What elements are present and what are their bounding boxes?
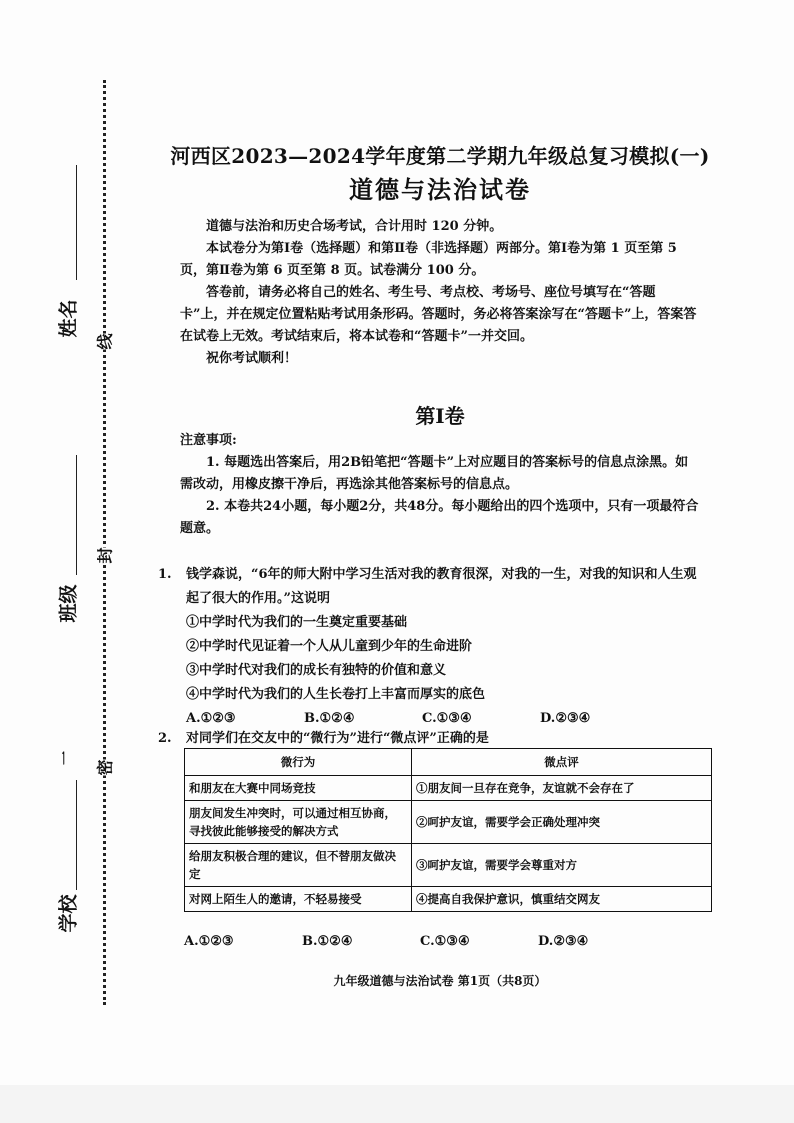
table-header: 微点评 [412, 749, 712, 776]
note-item: 1. 每题选出答案后，用2B铅笔把“答题卡”上对应题目的答案标号的信息点涂黑。如需改动，用橡皮擦干净后，再选涂其他答案标号的信息点。 [180, 455, 689, 492]
table-cell: ④提高自我保护意识，慎重结交网友 [412, 887, 712, 912]
table-row [185, 844, 712, 887]
question-stem: 钱学森说，“6年的师大附中学习生活对我的教育很深，对我的一生，对我的知识和人生观起了很大的作用。”这说明 [186, 567, 697, 606]
intro-paragraph: 本试卷分为第Ⅰ卷（选择题）和第Ⅱ卷（非选择题）两部分。第Ⅰ卷为第 1 页至第 5 页，第Ⅱ卷为第 6 页至第 8 页。试卷满分 100 分。 [180, 241, 677, 278]
table-cell: 朋友间发生冲突时，可以通过相互协商，寻找彼此能够接受的解决方式 [185, 801, 412, 844]
answer-options [184, 934, 656, 949]
class-dash: 一 [58, 751, 74, 765]
table-header-row [185, 749, 712, 776]
page-footer: 九年级道德与法治试卷 第1页（共8页） [333, 974, 547, 988]
intro-paragraph: 道德与法治和历史合场考试，合计用时 120 分钟。 [206, 219, 503, 234]
table-cell: 给朋友积极合理的建议，但不替朋友做决定 [185, 844, 412, 887]
intro-section [180, 216, 700, 370]
class-line [76, 455, 77, 575]
notes-section [180, 430, 700, 540]
statement-item: ①中学时代为我们的一生奠定重要基础 [186, 615, 408, 630]
intro-paragraph: 祝你考试顺利！ [206, 351, 298, 366]
notes-heading: 注意事项: [180, 433, 237, 448]
table-row [185, 887, 712, 912]
seal-feng-char: 封 [91, 547, 118, 563]
table-row [185, 776, 712, 801]
option-d: D.②③④ [540, 711, 591, 726]
table-cell: ③呵护友谊，需要学会尊重对方 [412, 844, 712, 887]
name-label: 姓名 [57, 299, 80, 338]
statement-item: ③中学时代对我们的成长有独特的价值和意义 [186, 663, 447, 678]
intro-paragraph: 答卷前，请务必将自己的姓名、考生号、考点校、考场号、座位号填写在“答题卡”上，并在规定位置粘贴考试用条形码。答题时，务必将答案涂写在“答题卡”上，答案答在试卷上无效。考试结束后，将本试卷和“答题卡”一并交回。 [180, 285, 697, 344]
table-cell: ①朋友间一旦存在竞争，友谊就不会存在了 [412, 776, 712, 801]
seal-line-char: 线 [91, 333, 118, 349]
question-number: 2. [158, 731, 172, 746]
exam-title: 河西区2023—2024学年度第二学期九年级总复习模拟(一) [170, 144, 710, 168]
question-stem: 对同学们在交友中的“微行为”进行“微点评”正确的是 [186, 731, 489, 746]
school-label: 学校 [57, 894, 80, 933]
table-cell: 和朋友在大赛中同场竞技 [185, 776, 412, 801]
table-cell: 对网上陌生人的邀请，不轻易接受 [185, 887, 412, 912]
page-margin [0, 1085, 794, 1123]
statement-item: ④中学时代为我们的人生长卷打上丰富而厚实的底色 [186, 687, 486, 702]
option-d: D.②③④ [538, 934, 589, 949]
option-c: C.①③④ [420, 934, 470, 949]
question-number: 1. [158, 567, 172, 582]
table-header: 微行为 [185, 749, 412, 776]
option-a: A.①②③ [184, 934, 234, 949]
seal-mi-char: 密 [91, 759, 118, 775]
behavior-comment-table [184, 748, 712, 912]
option-b: B.①②④ [302, 934, 353, 949]
question-1 [158, 563, 703, 731]
statement-item: ②中学时代见证着一个人从儿童到少年的生命进阶 [186, 639, 473, 654]
question-2 [158, 728, 718, 750]
option-a: A.①②③ [186, 711, 236, 726]
volume-title: 第Ⅰ卷 [415, 404, 465, 428]
name-line [76, 165, 77, 280]
note-item: 2. 本卷共24小题，每小题2分，共48分。每小题给出的四个选项中，只有一项最符合题意。 [180, 499, 699, 536]
school-line [76, 780, 77, 890]
table-row [185, 801, 712, 844]
option-b: B.①②④ [304, 711, 355, 726]
class-label: 班级 [57, 584, 80, 623]
binding-dotted-line [103, 80, 106, 1005]
exam-subtitle: 道德与法治试卷 [349, 175, 531, 204]
option-c: C.①③④ [422, 711, 472, 726]
table-cell: ②呵护友谊，需要学会正确处理冲突 [412, 801, 712, 844]
